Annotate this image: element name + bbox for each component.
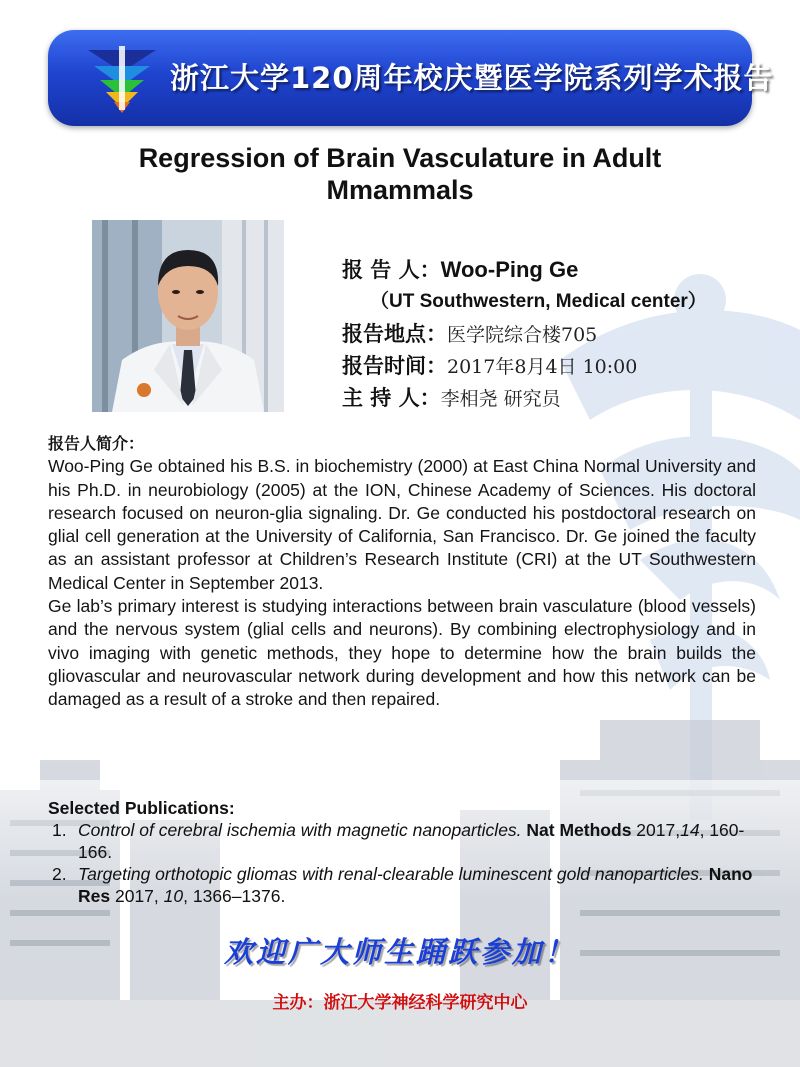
talk-title-line-2: Mmammals (326, 175, 474, 205)
host-row (342, 382, 561, 412)
publication-pages: , 1366–1376. (183, 886, 286, 906)
publication-journal: Nat Methods (526, 820, 632, 840)
talk-title (40, 142, 760, 206)
publication-number: 1. (52, 820, 67, 840)
bio-paragraph-2: Ge lab’s primary interest is studying interactions between brain vasculature (blood vessels) and the nervous system (glial cells and neurons). By combining electrophysiology and in vivo imaging with genetic methods, they hope to determine how the brain builds the gliovascular and neurovascular network during development and how this network can be damaged as a result of a stroke and then repaired. (48, 596, 756, 710)
publication-title: Control of cerebral ischemia with magnetic nanoparticles. (78, 820, 522, 840)
banner-title: 浙江大学120周年校庆暨医学院系列学术报告 (170, 61, 774, 95)
location-value: 医学院综合楼705 (447, 324, 598, 346)
university-logo-icon (86, 42, 158, 114)
publications (48, 797, 758, 907)
time-row (342, 350, 637, 380)
talk-title-line-1: Regression of Brain Vasculature in Adult (138, 143, 662, 173)
publication-title: Targeting orthotopic gliomas with renal-clearable luminescent gold nanoparticles. (78, 864, 704, 884)
bio-paragraph-1: Woo-Ping Ge obtained his B.S. in biochemistry (2000) at East China Normal University and his Ph.D. in neurobiology (2005) at the ION, Chinese Academy of Sciences. His doctoral research focused on neuron-glia signaling. Dr. Ge conducted his postdoctoral research on glial cell generation at the University of California, San Francisco. Dr. Ge joined the faculty as an assistant professor at Children’s Research Institute (CRI) at the UT Southwestern Medical Center in September 2013. (48, 456, 756, 593)
speaker-affiliation: （UT Southwestern, Medical center） (370, 291, 707, 312)
speaker-bio (48, 432, 756, 712)
time-value: 2017年8月4日 10:00 (447, 356, 638, 378)
publication-item (48, 819, 758, 863)
affiliation-row (370, 286, 707, 313)
location-label: 报告地点： (342, 322, 447, 346)
publications-heading: Selected Publications: (48, 798, 235, 818)
host-label: 主 持 人： (342, 386, 441, 410)
header-banner (48, 30, 774, 126)
organizer-line: 主办：浙江大学神经科学研究中心 (272, 993, 528, 1013)
speaker-row (342, 254, 578, 284)
publication-pages: , 160-166. (78, 820, 745, 862)
speaker-photo (92, 220, 284, 412)
time-label: 报告时间： (342, 354, 447, 378)
welcome-message: 欢迎广大师生踊跃参加！ (223, 935, 576, 969)
publication-item (48, 863, 758, 907)
speaker-name: Woo-Ping Ge (440, 257, 579, 282)
bio-label: 报告人简介： (48, 434, 145, 453)
publication-number: 2. (52, 864, 67, 884)
publication-volume: 10 (163, 886, 184, 906)
publication-journal: Nano Res (78, 864, 753, 906)
publication-year: 2017, (114, 886, 159, 906)
publication-list (48, 819, 758, 907)
host-value: 李相尧 研究员 (440, 388, 561, 410)
publication-year: 2017, (636, 820, 681, 840)
publication-volume: 14 (680, 820, 700, 840)
speaker-label: 报 告 人： (342, 258, 441, 282)
location-row (342, 318, 597, 348)
